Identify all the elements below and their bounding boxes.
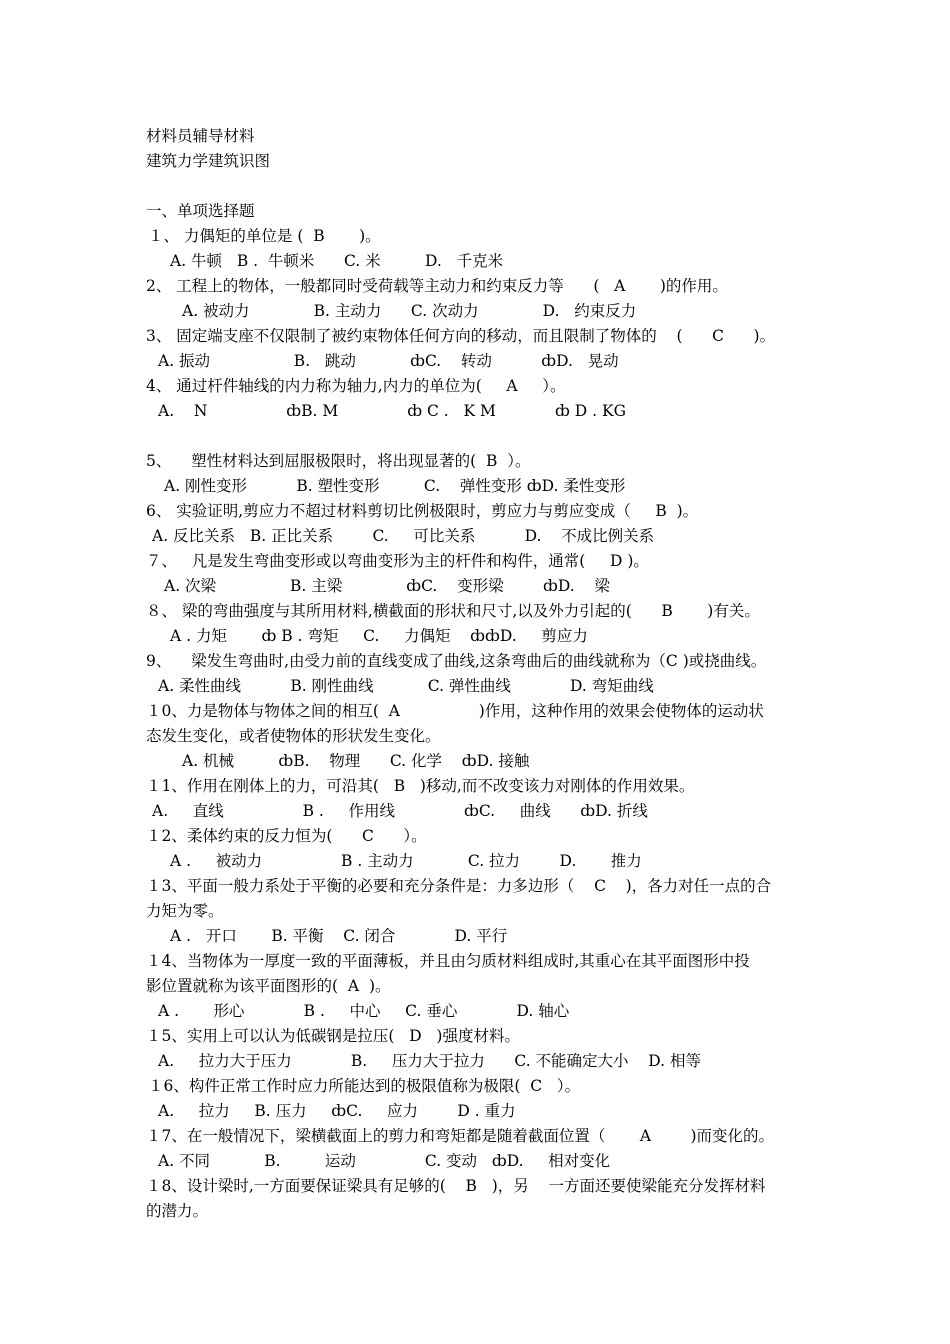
options-14: A . 形心 B . 中心 C. 垂心 D. 轴心: [158, 1002, 570, 1020]
options-3: A. 振动 B. 跳动 ȸC. 转动 ȸD. 晃动: [158, 352, 619, 370]
options-11: A. 直线 B . 作用线 ȸC. 曲线 ȸD. 折线: [152, 802, 648, 820]
options-17: A. 不同 B. 运动 C. 变动 ȸD. 相对变化: [158, 1152, 611, 1170]
question-8: ８、 梁的弯曲强度与其所用材料,横截面的形状和尺寸,以及外力引起的( B )有关。: [146, 602, 760, 620]
question-15: １5、实用上可以认为低碳钢是拉压( D )强度材料。: [146, 1027, 520, 1045]
question-18: １8、设计梁时,一方面要保证梁具有足够的( B )，另 一方面还要使梁能充分发挥材料: [146, 1177, 766, 1195]
question-10-cont: 态发生变化，或者使物体的形状发生变化。: [146, 727, 441, 745]
options-12: A . 被动力 B . 主动力 C. 拉力 D. 推力: [170, 852, 642, 870]
question-18-cont: 的潜力。: [146, 1202, 209, 1220]
question-1: １、 力偶矩的单位是 ( B )。: [148, 227, 381, 245]
question-5: 5、 塑性材料达到屈服极限时，将出现显著的( B ）。: [146, 452, 531, 470]
question-7: ７、 凡是发生弯曲变形或以弯曲变形为主的杆件和构件，通常( D )。: [146, 552, 649, 570]
options-10: A. 机械 ȸB. 物理 C. 化学 ȸD. 接触: [182, 752, 530, 770]
question-17: １7、在一般情况下，梁横截面上的剪力和弯矩都是随着截面位置（ A )而变化的。: [146, 1127, 775, 1145]
options-15: A. 拉力大于压力 B. 压力大于拉力 C. 不能确定大小 D. 相等: [158, 1052, 701, 1070]
question-2: 2、 工程上的物体，一般都同时受荷载等主动力和约束反力等 ( A )的作用。: [146, 277, 728, 295]
question-14: １4、当物体为一厚度一致的平面薄板，并且由匀质材料组成时,其重心在其平面图形中投: [146, 952, 750, 970]
options-16: A. 拉力 B. 压力 ȸC. 应力 D . 重力: [158, 1102, 516, 1120]
options-6: A. 反比关系 B. 正比关系 C. 可比关系 D. 不成比例关系: [152, 527, 655, 545]
options-7: A. 次梁 B. 主梁 ȸC. 变形梁 ȸD. 梁: [164, 577, 610, 595]
options-1: A. 牛顿 B . 牛顿米 C. 米 D. 千克米: [170, 252, 504, 270]
options-5: A. 刚性变形 B. 塑性变形 C. 弹性变形 ȸD. 柔性变形: [164, 477, 626, 495]
question-13-cont: 力矩为零。: [146, 902, 224, 920]
options-9: A. 柔性曲线 B. 刚性曲线 C. 弹性曲线 D. 弯矩曲线: [158, 677, 654, 695]
question-16: １6、构件正常工作时应力所能达到的极限值称为极限( C ）。: [148, 1077, 581, 1095]
question-10: １0、力是物体与物体之间的相互( A )作用，这种作用的效果会使物体的运动状: [146, 702, 764, 720]
question-14-cont: 影位置就称为该平面图形的( A )。: [146, 977, 391, 995]
options-4: A. N ȸB. M ȸ C . K M ȸ D . KG: [158, 402, 626, 420]
question-13: １3、平面一般力系处于平衡的必要和充分条件是：力多边形（ C )，各力对任一点的合: [146, 877, 772, 895]
options-8: A . 力矩 ȸ B . 弯矩 C. 力偶矩 ȸȸD. 剪应力: [170, 627, 588, 645]
document-title: 材料员辅导材料: [146, 127, 255, 145]
question-4: 4、 通过杆件轴线的内力称为轴力,内力的单位为( A ）。: [146, 377, 566, 395]
section-heading: 一、单项选择题: [146, 202, 255, 220]
question-12: １2、柔体约束的反力恒为( C ）。: [146, 827, 427, 845]
question-3: 3、 固定端支座不仅限制了被约束物体任何方向的移动，而且限制了物体的 ( C )。: [146, 327, 776, 345]
options-2: A. 被动力 B. 主动力 C. 次动力 D. 约束反力: [182, 302, 637, 320]
question-6: 6、 实验证明,剪应力不超过材料剪切比例极限时，剪应力与剪应变成（ B )。: [146, 502, 699, 520]
document-subtitle: 建筑力学建筑识图: [146, 152, 271, 170]
question-9: 9、 梁发生弯曲时,由受力前的直线变成了曲线,这条弯曲后的曲线就称为（C )或挠曲线。: [146, 652, 767, 670]
options-13: A . 开口 B. 平衡 C. 闭合 D. 平行: [170, 927, 508, 945]
question-11: １1、作用在刚体上的力，可沿其( B )移动,而不改变该力对刚体的作用效果。: [146, 777, 695, 795]
